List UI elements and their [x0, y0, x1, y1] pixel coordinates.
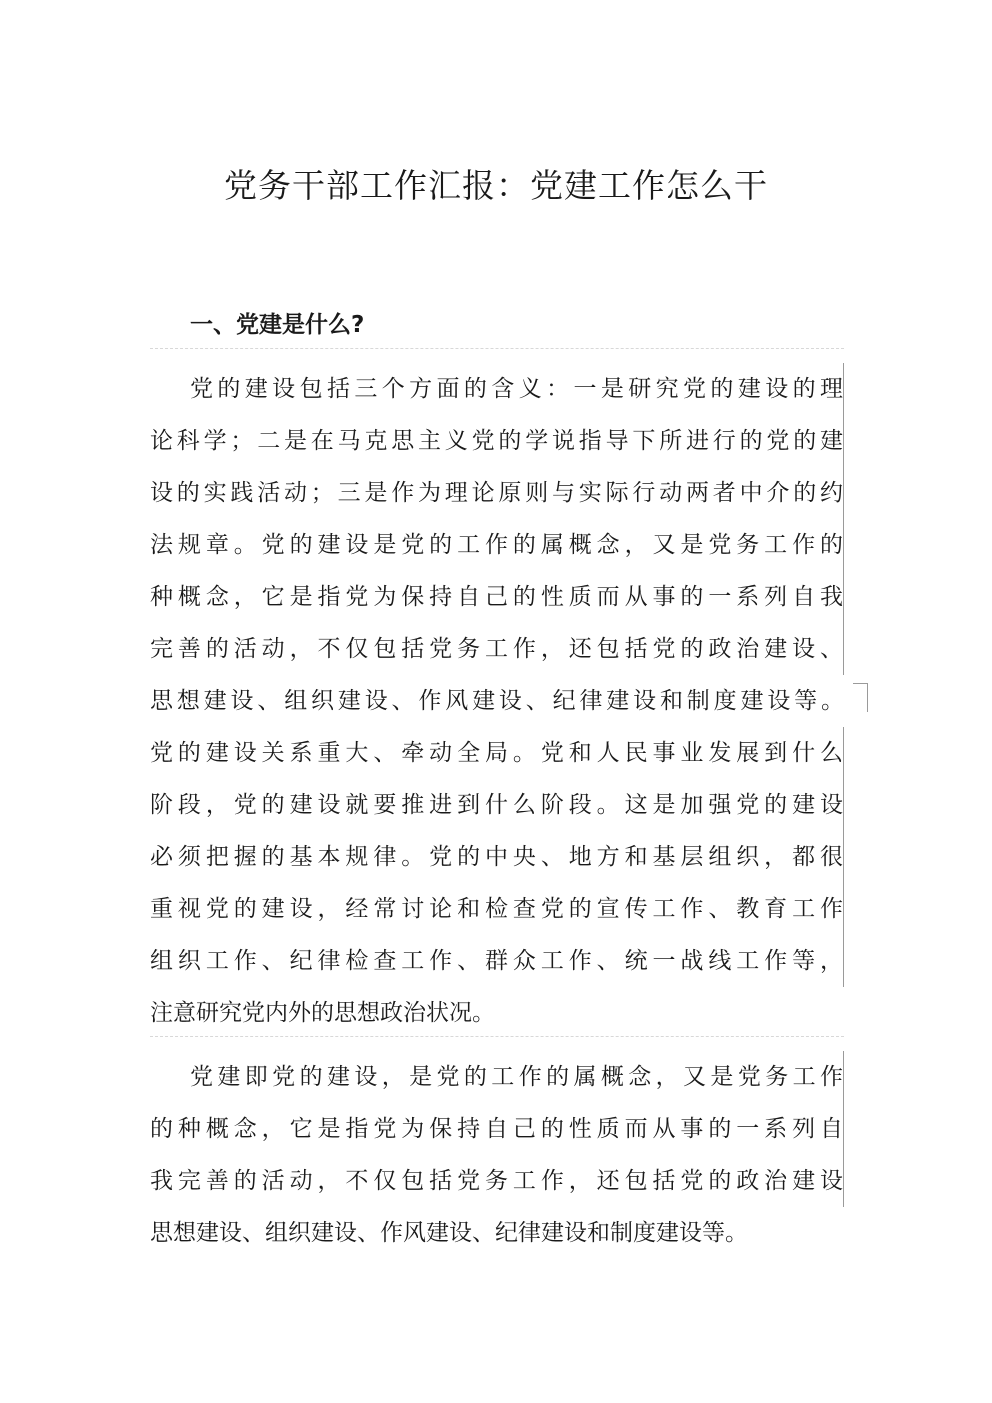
section-heading: 一、党建是什么?	[190, 312, 365, 338]
paragraph-line: 的种概念，它是指党为保持自己的性质而从事的一系列自	[150, 1103, 844, 1155]
document-title: 党务干部工作汇报：党建工作怎么干	[224, 166, 768, 205]
paragraph-line: 我完善的活动，不仅包括党务工作，还包括党的政治建设	[150, 1155, 844, 1207]
paragraph-line: 思想建设、组织建设、作风建设、纪律建设和制度建设等。	[150, 688, 844, 714]
paragraph-1	[150, 363, 844, 1039]
paragraph-line: 设的实践活动；三是作为理论原则与实际行动两者中介的约	[150, 467, 844, 519]
paragraph-line: 党的建设关系重大、牵动全局。党和人民事业发展到什么	[150, 727, 844, 779]
paragraph-line: 组织工作、纪律检查工作、群众工作、统一战线工作等，	[150, 935, 844, 987]
paragraph-line: 必须把握的基本规律。党的中央、地方和基层组织，都很	[150, 831, 844, 883]
paragraph-line: 完善的活动，不仅包括党务工作，还包括党的政治建设、	[150, 623, 844, 675]
paragraph-line: 种概念，它是指党为保持自己的性质而从事的一系列自我	[150, 571, 844, 623]
paragraph-line: 党建即党的建设，是党的工作的属概念，又是党务工作	[150, 1051, 844, 1103]
paragraph-line: 思想建设、组织建设、作风建设、纪律建设和制度建设等。	[150, 1220, 748, 1246]
separator-line	[150, 1036, 844, 1037]
paragraph-line: 党的建设包括三个方面的含义：一是研究党的建设的理	[150, 363, 844, 415]
margin-mark	[853, 683, 868, 712]
paragraph-line: 重视党的建设，经常讨论和检查党的宣传工作、教育工作	[150, 883, 844, 935]
paragraph-line: 注意研究党内外的思想政治状况。	[150, 1000, 495, 1026]
separator-line	[150, 348, 844, 349]
paragraph-2	[150, 1051, 844, 1259]
paragraph-line: 论科学；二是在马克思主义党的学说指导下所进行的党的建	[150, 415, 844, 467]
paragraph-line: 阶段，党的建设就要推进到什么阶段。这是加强党的建设	[150, 779, 844, 831]
paragraph-line: 法规章。党的建设是党的工作的属概念，又是党务工作的	[150, 519, 844, 571]
